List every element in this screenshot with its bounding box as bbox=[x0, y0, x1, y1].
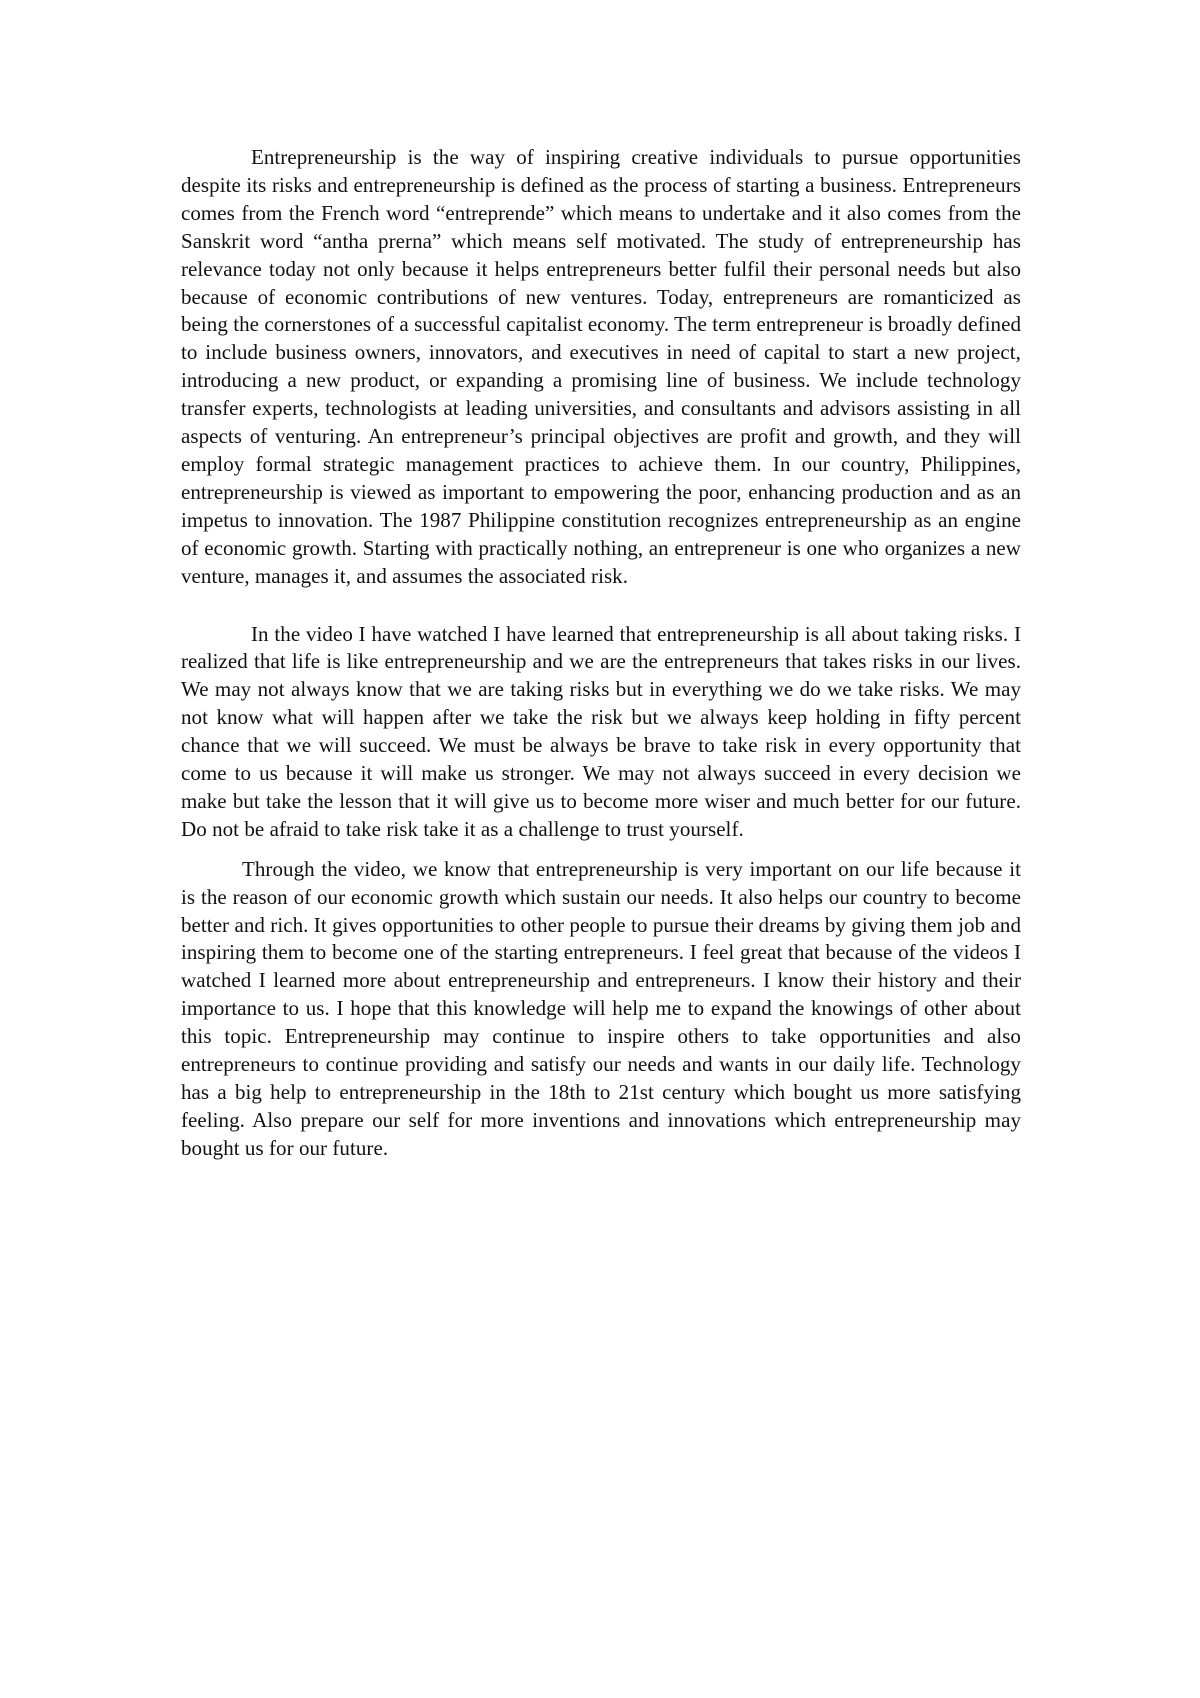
paragraph-entrepreneurship-definition: Entrepreneurship is the way of inspiring creative individuals to pursue opportunities despite its risks and entrepreneurship is defined as the process of starting a business. Entrepreneurs comes from the French word “entreprende” which means to undertake and it also comes from the Sanskrit word “antha prerna” which means self motivated. The study of entrepreneurship has relevance today not only because it helps entrepreneurs better fulfil their personal needs but also because of economic contributions of new ventures. Today, entrepreneurs are romanticized as being the cornerstones of a successful capitalist economy. The term entrepreneur is broadly defined to include business owners, innovators, and executives in need of capital to start a new project, introducing a new product, or expanding a promising line of business. We include technology transfer experts, technologists at leading universities, and consultants and advisors assisting in all aspects of venturing. An entrepreneur’s principal objectives are profit and growth, and they will employ formal strategic management practices to achieve them. In our country, Philippines, entrepreneurship is viewed as important to empowering the poor, enhancing production and as an impetus to innovation. The 1987 Philippine constitution recognizes entrepreneurship as an engine of economic growth. Starting with practically nothing, an entrepreneur is one who organizes a new venture, manages it, and assumes the associated risk. bbox=[181, 145, 1021, 588]
paragraph-video-reflection: In the video I have watched I have learned that entrepreneurship is all about taking risks. I realized that life is like entrepreneurship and we are the entrepreneurs that takes risks in our lives. We may not always know that we are taking risks but in everything we do we take risks. We may not know what will happen after we take the risk but we always keep holding in fifty percent chance that we will succeed. We must be always be brave to take risk in every opportunity that come to us because it will make us stronger. We may not always succeed in every decision we make but take the lesson that it will give us to become more wiser and much better for our future. Do not be afraid to take risk take it as a challenge to trust yourself. bbox=[181, 621, 1021, 841]
paragraph-importance-conclusion: Through the video, we know that entrepreneurship is very important on our life because it is the reason of our economic growth which sustain our needs. It also helps our country to become better and rich. It gives opportunities to other people to pursue their dreams by giving them job and inspiring them to become one of the starting entrepreneurs. I feel great that because of the videos I watched I learned more about entrepreneurship and entrepreneurs. I know their history and their importance to us. I hope that this knowledge will help me to expand the knowings of other about this topic. Entrepreneurship may continue to inspire others to take opportunities and also entrepreneurs to continue providing and satisfy our needs and wants in our daily life. Technology has a big help to entrepreneurship in the 18th to 21st century which bought us more satisfying feeling. Also prepare our self for more inventions and innovations which entrepreneurship may bought us for our future. bbox=[181, 856, 1021, 1160]
document-body bbox=[181, 144, 1021, 1163]
